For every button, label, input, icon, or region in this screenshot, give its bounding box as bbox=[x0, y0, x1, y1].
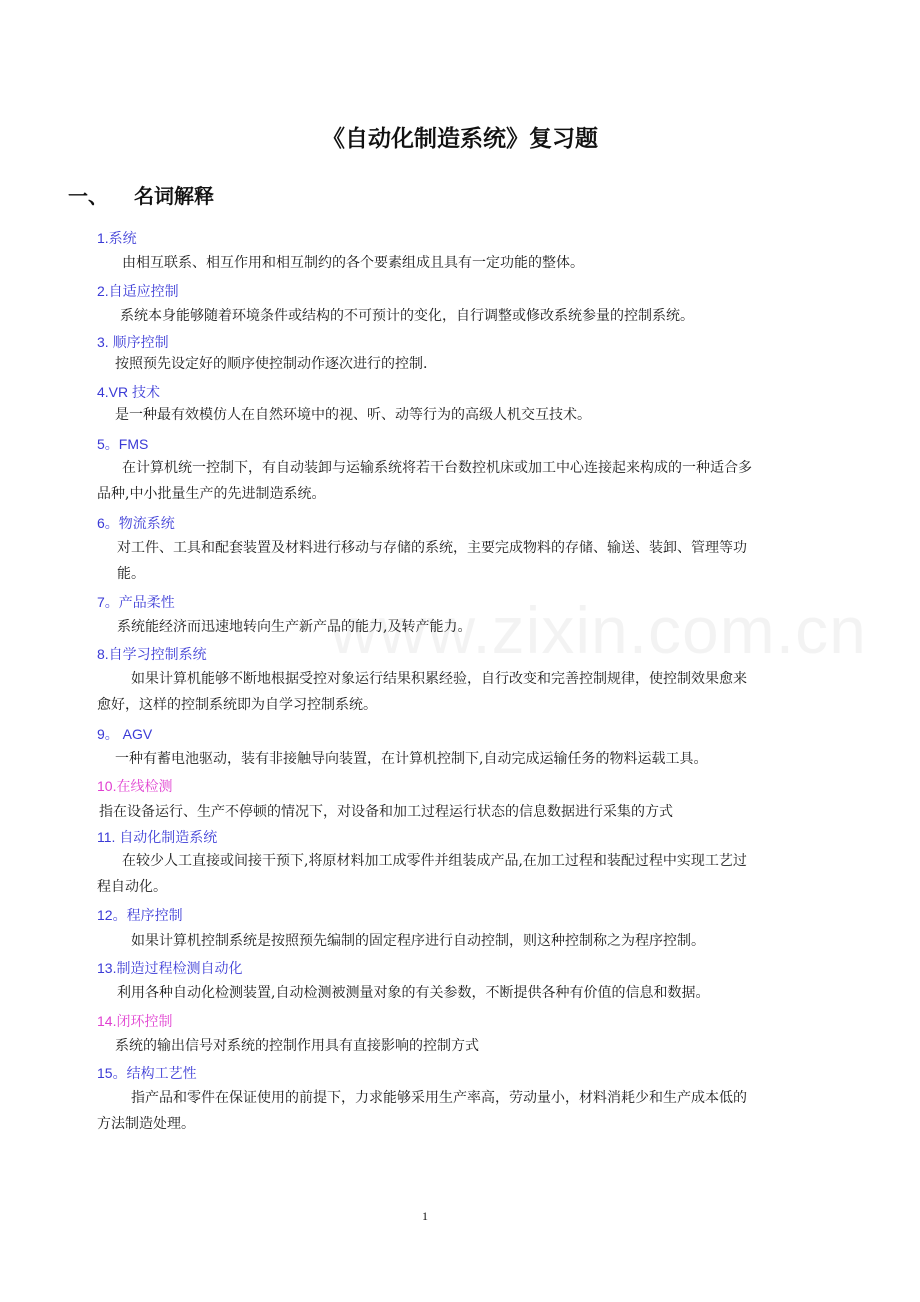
document-title: 《自动化制造系统》复习题 bbox=[322, 126, 598, 152]
definition-14: 系统的输出信号对系统的控制作用具有直接影响的控制方式 bbox=[115, 1038, 479, 1054]
definition-1: 由相互联系、相互作用和相互制约的各个要素组成且具有一定功能的整体。 bbox=[122, 255, 584, 271]
term-8: 8.自学习控制系统 bbox=[97, 646, 207, 662]
term-3: 3. 顺序控制 bbox=[97, 334, 169, 350]
section-number: 一、 bbox=[68, 184, 108, 208]
term-12: 12。程序控制 bbox=[97, 907, 183, 923]
definition-4: 是一种最有效模仿人在自然环境中的视、听、动等行为的高级人机交互技术。 bbox=[115, 407, 591, 423]
term-7: 7。产品柔性 bbox=[97, 594, 175, 610]
term-6: 6。物流系统 bbox=[97, 515, 175, 531]
term-5: 5。FMS bbox=[97, 436, 149, 452]
definition-12: 如果计算机控制系统是按照预先编制的固定程序进行自动控制，则这种控制称之为程序控制。 bbox=[131, 933, 705, 949]
definition-5-line-2: 品种,中小批量生产的先进制造系统。 bbox=[97, 486, 326, 502]
definition-13: 利用各种自动化检测装置,自动检测被测量对象的有关参数，不断提供各种有价值的信息和数据。 bbox=[117, 985, 710, 1001]
definition-5-line-1: 在计算机统一控制下，有自动装卸与运输系统将若干台数控机床或加工中心连接起来构成的一种适合多 bbox=[122, 460, 752, 476]
definition-6-line-2: 能。 bbox=[117, 566, 145, 582]
definition-8-line-1: 如果计算机能够不断地根据受控对象运行结果积累经验，自行改变和完善控制规律，使控制效果愈来 bbox=[131, 671, 747, 687]
page-number: 1 bbox=[422, 1209, 428, 1223]
term-10: 10.在线检测 bbox=[97, 778, 173, 794]
definition-10: 指在设备运行、生产不停顿的情况下，对设备和加工过程运行状态的信息数据进行采集的方式 bbox=[99, 804, 673, 820]
section-label: 名词解释 bbox=[134, 184, 214, 208]
term-9: 9。 AGV bbox=[97, 726, 153, 742]
definition-8-line-2: 愈好，这样的控制系统即为自学习控制系统。 bbox=[97, 697, 377, 713]
term-15: 15。结构工艺性 bbox=[97, 1065, 197, 1081]
term-13: 13.制造过程检测自动化 bbox=[97, 960, 243, 976]
term-14: 14.闭环控制 bbox=[97, 1013, 173, 1029]
section-heading bbox=[68, 180, 214, 209]
definition-3: 按照预先设定好的顺序使控制动作逐次进行的控制. bbox=[115, 356, 428, 372]
definition-11-line-1: 在较少人工直接或间接干预下,将原材料加工成零件并组装成产品,在加工过程和装配过程中实现工艺过 bbox=[122, 853, 747, 869]
term-2: 2.自适应控制 bbox=[97, 283, 179, 299]
definition-15-line-1: 指产品和零件在保证使用的前提下，力求能够采用生产率高，劳动量小，材料消耗少和生产成本低的 bbox=[131, 1090, 747, 1106]
term-4: 4.VR 技术 bbox=[97, 384, 161, 400]
definition-9: 一种有蓄电池驱动，装有非接触导向装置，在计算机控制下,自动完成运输任务的物料运载工具。 bbox=[115, 751, 708, 767]
definition-2: 系统本身能够随着环境条件或结构的不可预计的变化，自行调整或修改系统参量的控制系统。 bbox=[120, 308, 694, 324]
term-11: 11. 自动化制造系统 bbox=[97, 829, 218, 845]
definition-15-line-2: 方法制造处理。 bbox=[97, 1116, 195, 1132]
term-1: 1.系统 bbox=[97, 230, 137, 246]
definition-6-line-1: 对工件、工具和配套装置及材料进行移动与存储的系统，主要完成物料的存储、输送、装卸、管理等功 bbox=[117, 540, 747, 556]
definition-11-line-2: 程自动化。 bbox=[97, 879, 167, 895]
definition-7: 系统能经济而迅速地转向生产新产品的能力,及转产能力。 bbox=[117, 619, 472, 635]
